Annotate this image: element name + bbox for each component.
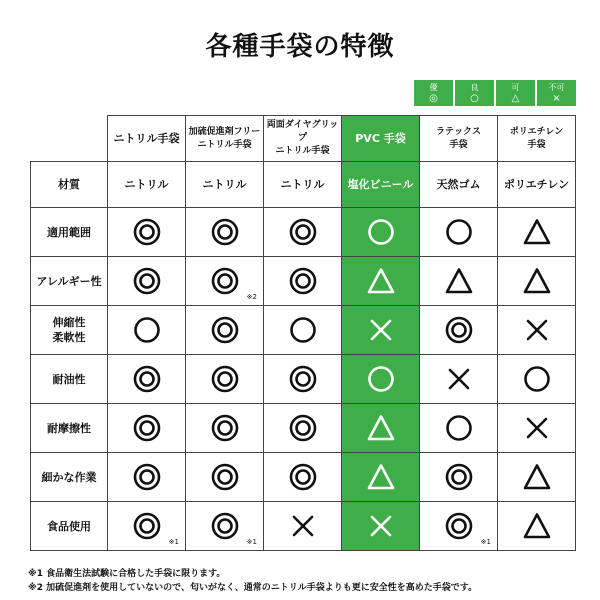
rating-cell bbox=[108, 355, 186, 404]
column-header bbox=[186, 116, 264, 162]
rating-cell bbox=[108, 208, 186, 257]
rating-row bbox=[31, 355, 576, 404]
column-header bbox=[498, 116, 576, 162]
material-cell bbox=[420, 162, 498, 208]
rating-cell bbox=[420, 306, 498, 355]
circle-icon bbox=[366, 217, 396, 247]
row-label-text: 柔軟性 bbox=[52, 331, 86, 344]
material-row bbox=[31, 162, 576, 208]
double-circle-icon bbox=[132, 511, 162, 541]
rating-row bbox=[31, 257, 576, 306]
rating-cell bbox=[420, 502, 498, 551]
double-circle-icon bbox=[444, 462, 474, 492]
rating-cell bbox=[498, 502, 576, 551]
cross-icon bbox=[366, 315, 396, 345]
rating-cell bbox=[420, 453, 498, 502]
triangle-icon bbox=[366, 462, 396, 492]
rating-cell bbox=[498, 453, 576, 502]
legend-label: 優 bbox=[429, 82, 438, 92]
double-circle-icon bbox=[210, 315, 240, 345]
double-circle-icon bbox=[444, 315, 474, 345]
legend-poor bbox=[537, 80, 576, 106]
row-label-text: 材質 bbox=[58, 178, 80, 191]
column-header bbox=[264, 116, 342, 162]
column-header bbox=[342, 116, 420, 162]
double-circle-icon: ◎ bbox=[429, 92, 438, 104]
header-row bbox=[31, 116, 576, 162]
note-marker: ※1 bbox=[168, 538, 179, 546]
rating-cell bbox=[186, 453, 264, 502]
triangle-icon: △ bbox=[511, 92, 520, 104]
double-circle-icon bbox=[288, 266, 318, 296]
row-label-text: 耐油性 bbox=[52, 372, 86, 386]
material-text: 塩化ビニール bbox=[347, 178, 414, 191]
rating-cell bbox=[264, 306, 342, 355]
legend-good bbox=[455, 80, 494, 106]
rating-cell bbox=[186, 404, 264, 453]
rating-cell bbox=[186, 502, 264, 551]
double-circle-icon bbox=[132, 364, 162, 394]
cross-icon bbox=[444, 364, 474, 394]
rating-cell bbox=[498, 306, 576, 355]
legend-excellent bbox=[414, 80, 453, 106]
material-cell bbox=[108, 162, 186, 208]
material-text: ニトリル bbox=[124, 178, 169, 191]
double-circle-icon bbox=[210, 413, 240, 443]
column-header-text: ニトリル手袋 bbox=[197, 139, 252, 150]
comparison-table bbox=[30, 115, 576, 551]
row-label bbox=[31, 453, 108, 502]
cross-icon bbox=[366, 511, 396, 541]
row-label bbox=[31, 355, 108, 404]
rating-cell bbox=[264, 453, 342, 502]
cross-icon bbox=[522, 413, 552, 443]
double-circle-icon bbox=[288, 413, 318, 443]
material-cell bbox=[186, 162, 264, 208]
double-circle-icon bbox=[132, 217, 162, 247]
circle-icon bbox=[132, 315, 162, 345]
triangle-icon bbox=[366, 266, 396, 296]
row-label-text: アレルギー性 bbox=[36, 274, 102, 288]
cross-icon bbox=[522, 315, 552, 345]
material-text: ニトリル bbox=[202, 178, 247, 191]
row-label bbox=[31, 162, 108, 208]
double-circle-icon bbox=[132, 462, 162, 492]
rating-cell bbox=[420, 257, 498, 306]
double-circle-icon bbox=[210, 217, 240, 247]
column-header-text: ラテックス bbox=[436, 126, 481, 137]
double-circle-icon bbox=[288, 217, 318, 247]
circle-icon: ○ bbox=[470, 92, 479, 104]
triangle-icon bbox=[522, 462, 552, 492]
double-circle-icon bbox=[288, 364, 318, 394]
circle-icon bbox=[444, 217, 474, 247]
rating-cell bbox=[186, 208, 264, 257]
rating-cell bbox=[420, 208, 498, 257]
rating-cell bbox=[342, 502, 420, 551]
rating-row bbox=[31, 306, 576, 355]
page-title: 各種手袋の特徴 bbox=[205, 32, 395, 62]
double-circle-icon bbox=[444, 511, 474, 541]
rating-row bbox=[31, 208, 576, 257]
rating-cell bbox=[264, 257, 342, 306]
legend-label: 可 bbox=[511, 82, 520, 92]
rating-cell bbox=[264, 208, 342, 257]
rating-cell bbox=[186, 355, 264, 404]
rating-cell bbox=[342, 208, 420, 257]
column-header-text: 両面ダイヤグリップ bbox=[266, 120, 339, 143]
rating-cell bbox=[108, 502, 186, 551]
column-header-text: PVC 手袋 bbox=[355, 131, 406, 145]
column-header-text: ニトリル手袋 bbox=[113, 131, 180, 145]
rating-cell bbox=[342, 404, 420, 453]
row-label bbox=[31, 208, 108, 257]
rating-cell bbox=[498, 208, 576, 257]
material-cell bbox=[264, 162, 342, 208]
double-circle-icon bbox=[132, 413, 162, 443]
rating-cell bbox=[342, 257, 420, 306]
row-label-text: 細かな作業 bbox=[41, 470, 97, 484]
double-circle-icon bbox=[210, 364, 240, 394]
circle-icon bbox=[288, 315, 318, 345]
rating-cell bbox=[342, 453, 420, 502]
rating-cell bbox=[108, 404, 186, 453]
footnotes bbox=[28, 567, 477, 595]
double-circle-icon bbox=[210, 266, 240, 296]
material-text: ニトリル bbox=[280, 178, 325, 191]
legend bbox=[414, 80, 576, 106]
note-marker: ※2 bbox=[246, 293, 257, 301]
rating-cell bbox=[108, 453, 186, 502]
row-label bbox=[31, 404, 108, 453]
circle-icon bbox=[522, 364, 552, 394]
footnote-2: ※2 加硫促進剤を使用していないので、匂いがなく、通常のニトリル手袋よりも更に安全性を高めた手袋です。 bbox=[28, 583, 478, 593]
column-header-text: ポリエチレン bbox=[509, 126, 564, 137]
cross-icon bbox=[288, 511, 318, 541]
material-text: 天然ゴム bbox=[436, 178, 481, 191]
row-label-text: 適用範囲 bbox=[47, 225, 91, 239]
rating-cell bbox=[420, 404, 498, 453]
rating-cell bbox=[186, 306, 264, 355]
triangle-icon bbox=[444, 266, 474, 296]
cross-icon: × bbox=[552, 92, 561, 104]
column-header-text: 手袋 bbox=[527, 139, 546, 150]
legend-fair bbox=[496, 80, 535, 106]
rating-row bbox=[31, 502, 576, 551]
rating-cell bbox=[186, 257, 264, 306]
row-label bbox=[31, 306, 108, 355]
triangle-icon bbox=[522, 511, 552, 541]
column-header bbox=[108, 116, 186, 162]
circle-icon bbox=[444, 413, 474, 443]
row-label bbox=[31, 257, 108, 306]
row-label-text: 食品使用 bbox=[47, 519, 91, 533]
column-header-text: 手袋 bbox=[449, 139, 468, 150]
rating-cell bbox=[264, 502, 342, 551]
column-header-text: ニトリル手袋 bbox=[275, 146, 330, 156]
legend-label: 良 bbox=[470, 82, 479, 92]
rating-cell bbox=[498, 257, 576, 306]
rating-cell bbox=[264, 404, 342, 453]
double-circle-icon bbox=[288, 462, 318, 492]
rating-cell bbox=[108, 257, 186, 306]
note-marker: ※1 bbox=[246, 538, 257, 546]
rating-cell bbox=[420, 355, 498, 404]
row-label-text: 耐摩擦性 bbox=[47, 421, 91, 435]
rating-cell bbox=[264, 355, 342, 404]
material-cell bbox=[342, 162, 420, 208]
rating-row bbox=[31, 404, 576, 453]
triangle-icon bbox=[366, 413, 396, 443]
corner-cell bbox=[31, 116, 108, 162]
column-header-text: 加硫促進剤フリー bbox=[188, 126, 261, 137]
rating-cell bbox=[108, 306, 186, 355]
rating-cell bbox=[342, 355, 420, 404]
double-circle-icon bbox=[210, 462, 240, 492]
circle-icon bbox=[366, 364, 396, 394]
rating-cell bbox=[342, 306, 420, 355]
row-label bbox=[31, 502, 108, 551]
triangle-icon bbox=[522, 217, 552, 247]
triangle-icon bbox=[522, 266, 552, 296]
material-text: ポリエチレン bbox=[503, 178, 570, 191]
double-circle-icon bbox=[132, 266, 162, 296]
column-header bbox=[420, 116, 498, 162]
rating-cell bbox=[498, 355, 576, 404]
note-marker: ※1 bbox=[480, 538, 491, 546]
legend-label: 不可 bbox=[548, 82, 565, 92]
footnote-1: ※1 食品衛生法試験に合格した手袋に限ります。 bbox=[28, 569, 226, 579]
material-cell bbox=[498, 162, 576, 208]
rating-row bbox=[31, 453, 576, 502]
row-label-text: 伸縮性 bbox=[52, 316, 86, 329]
double-circle-icon bbox=[210, 511, 240, 541]
rating-cell bbox=[498, 404, 576, 453]
